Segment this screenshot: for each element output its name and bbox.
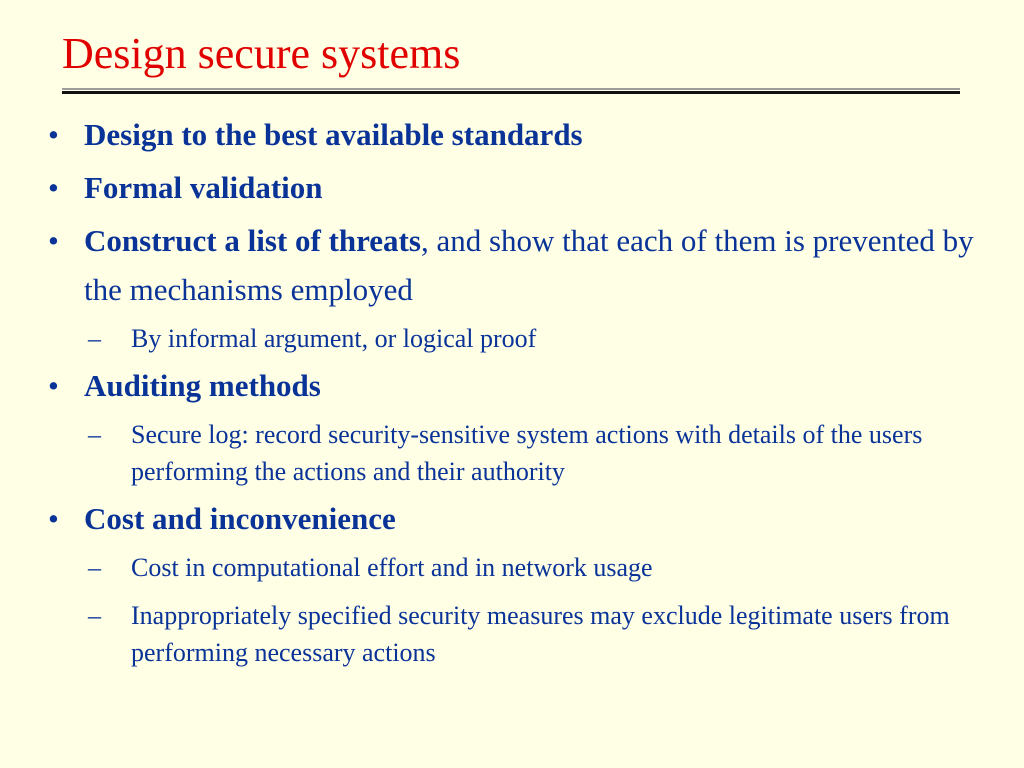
bullet-heading: Formal validation [84, 170, 323, 205]
bullet-item [48, 216, 983, 357]
sub-bullet-list [84, 320, 983, 357]
bullet-item [48, 494, 983, 671]
sub-bullet-list [84, 549, 983, 671]
title-divider [62, 88, 960, 94]
bullet-item [48, 163, 983, 212]
bullet-heading: Auditing methods [84, 368, 321, 403]
sub-bullet-item [88, 549, 983, 586]
sub-bullet-text: Secure log: record security-sensitive system actions with details of the users performing the actions and their authority [131, 420, 923, 486]
bullet-marker: • [48, 170, 59, 205]
bullet-marker: • [48, 223, 59, 258]
bullet-item [48, 361, 983, 490]
slide-title: Design secure systems [62, 29, 461, 78]
bullet-heading: Design to the best available standards [84, 117, 583, 152]
sub-bullet-text: Cost in computational effort and in network usage [131, 553, 653, 582]
sub-bullet-text: Inappropriately specified security measures may exclude legitimate users from performing necessary actions [131, 601, 950, 667]
sub-bullet-marker: – [88, 324, 101, 353]
bullet-heading: Cost and inconvenience [84, 501, 396, 536]
bullet-marker: • [48, 501, 59, 536]
sub-bullet-list [84, 416, 983, 490]
bullet-body: , and show that each of them is prevented by the mechanisms employed [84, 223, 974, 307]
bullet-list [48, 110, 983, 671]
sub-bullet-item [88, 320, 983, 357]
sub-bullet-item [88, 597, 983, 671]
sub-bullet-marker: – [88, 601, 101, 630]
sub-bullet-text: By informal argument, or logical proof [131, 324, 537, 353]
bullet-marker: • [48, 368, 59, 403]
bullet-item [48, 110, 983, 159]
sub-bullet-marker: – [88, 420, 101, 449]
sub-bullet-marker: – [88, 553, 101, 582]
bullet-marker: • [48, 117, 59, 152]
bullet-heading: Construct a list of threats [84, 223, 421, 258]
sub-bullet-item [88, 416, 983, 490]
